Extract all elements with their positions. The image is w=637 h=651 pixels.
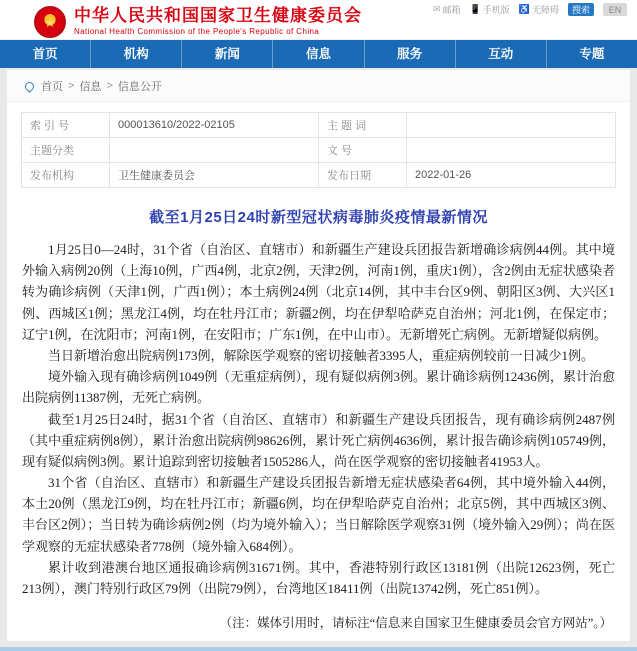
article-paragraph: 当日新增治愈出院病例173例，解除医学观察的密切接触者3395人，重症病例较前一日减少1例。 [48,347,595,363]
article-paragraph: 截至1月25日24时，据31个省（自治区、直辖市）和新疆生产建设兵团报告，现有确诊病例2487例（其中重症病例8例），累计治愈出院病例98626例，累计死亡病例4636例，累计报告确诊病例105749例，现有疑似病例3例。累计追踪到密切接触者1505286人，尚在医学观察的密切接触者41953人。 [22,411,615,469]
nav-item-news[interactable]: 新闻 [181,40,272,68]
meta-value-category [110,138,319,163]
document-meta-table [21,112,616,188]
mobile-link-label: 手机版 [482,5,510,15]
breadcrumb [7,70,630,102]
meta-label-pub-date: 发布日期 [319,163,407,188]
article-paragraph: 1月25日0—24时，31个省（自治区、直辖市）和新疆生产建设兵团报告新增确诊病例44例。其中境外输入病例20例（上海10例，广西4例，北京2例，天津2例，河南1例，重庆1例），含2例由无症状感染者转为确诊病例（天津1例，广西1例）；本土病例24例（北京14例，其中丰台区9例、朝阳区3例、大兴区1例、西城区1例；黑龙江4例，均在牡丹江市；新疆2例，均在伊犁哈萨克自治州；河北1例，在保定市；辽宁1例，在沈阳市；河南1例，在安阳市；广东1例，在中山市）。无新增死亡病例。无新增疑似病例。 [22,242,615,342]
language-button[interactable]: EN [603,3,627,16]
meta-label-doc-no: 文 号 [319,138,407,163]
meta-row [22,163,616,188]
location-pin-icon [23,80,36,93]
mobile-link[interactable] [470,3,510,16]
article-body [22,239,615,599]
mobile-icon: 📱 [469,4,481,14]
content-area [7,70,630,641]
meta-value-keywords [407,113,616,138]
nav-item-services[interactable]: 服务 [364,40,455,68]
mail-link-label: 邮箱 [442,5,461,15]
meta-label-index-no: 索 引 号 [22,113,110,138]
article-paragraph: 境外输入现有确诊病例1049例（无重症病例），现有疑似病例3例。累计确诊病例12436例，累计治愈出院病例11387例，无死亡病例。 [22,369,615,406]
nav-item-home[interactable]: 首页 [32,47,58,61]
nav-item-orgs[interactable]: 机构 [90,40,181,68]
meta-label-category: 主题分类 [22,138,110,163]
breadcrumb-info[interactable]: 信息 [79,81,102,93]
mail-icon: ✉ [432,4,441,14]
meta-label-keywords: 主 题 词 [319,113,407,138]
meta-row [22,113,616,138]
nav-item-interact[interactable]: 互动 [455,40,546,68]
site-title: 中华人民共和国国家卫生健康委员会 [74,5,362,25]
site-subtitle: National Health Commission of the People's Republic of China [74,27,320,37]
nav-item-topics[interactable]: 专题 [546,40,637,68]
meta-label-publisher: 发布机构 [22,163,110,188]
accessibility-icon: ♿ [518,4,530,14]
site-titles [74,7,362,37]
article-citation-note: （注：媒体引用时，请标注“信息来自国家卫生健康委员会官方网站”。） [219,616,612,631]
breadcrumb-home[interactable]: 首页 [41,81,63,93]
header-utilities [433,3,627,16]
national-emblem-icon[interactable] [34,6,66,38]
article-paragraph: 累计收到港澳台地区通报确诊病例31671例。其中，香港特别行政区13181例（出院12623例，死亡213例），澳门特别行政区79例（出院79例），台湾地区18411例（出院13742例，死亡851例）。 [22,559,615,596]
article-paragraph: 31个省（自治区、直辖市）和新疆生产建设兵团报告新增无症状感染者64例，其中境外输入44例，本土20例（黑龙江9例，均在牡丹江市；新疆6例，均在伊犁哈萨克自治州；北京5例，其中西城区3例、丰台区2例）；当日转为确诊病例2例（均为境外输入）；当日解除医学观察31例（境外输入29例）；尚在医学观察的无症状感染者778例（境外输入684例）。 [22,475,615,554]
accessibility-link[interactable] [519,3,559,16]
meta-value-index-no: 000013610/2022-02105 [110,113,319,138]
accessibility-link-label: 无障碍 [531,5,559,15]
meta-value-doc-no [407,138,616,163]
site-banner [0,0,637,40]
breadcrumb-separator: > [106,80,113,92]
nav-item-info[interactable]: 信息 [272,40,363,68]
search-button[interactable]: 搜索 [568,3,594,16]
meta-value-publisher: 卫生健康委员会 [110,163,319,188]
breadcrumb-separator: > [68,80,75,92]
main-nav [0,40,637,68]
breadcrumb-info-disclosure[interactable]: 信息公开 [117,81,162,93]
mail-link[interactable] [433,3,461,16]
meta-value-pub-date: 2022-01-26 [407,163,616,188]
emblem-star-glyph: ★ [44,16,56,29]
footer-divider [0,647,637,651]
meta-row [22,138,616,163]
article-title: 截至1月25日24时新型冠状病毒肺炎疫情最新情况 [149,209,488,226]
